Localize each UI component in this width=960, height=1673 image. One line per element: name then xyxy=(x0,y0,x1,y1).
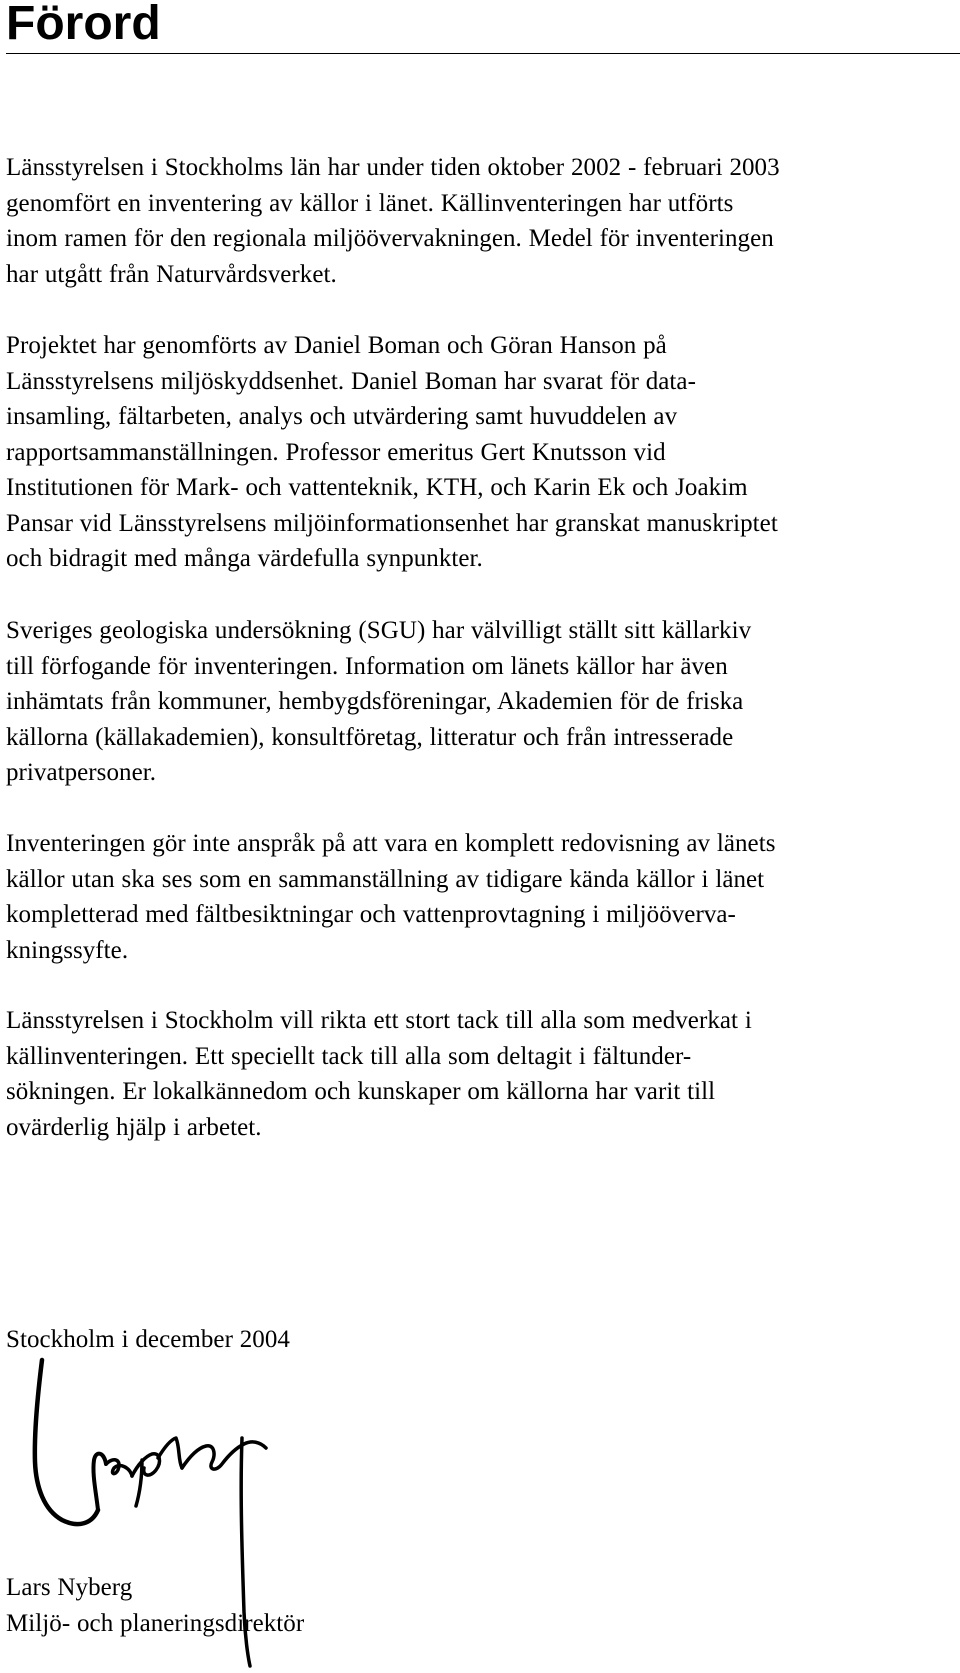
text-line: rapportsammanställningen. Professor emeritus Gert Knutsson vid xyxy=(6,438,666,466)
text-line: Institutionen för Mark- och vattenteknik, KTH, och Karin Ek och Joakim xyxy=(6,474,748,501)
text-line: insamling, fältarbeten, analys och utvärdering samt huvuddelen av xyxy=(6,403,678,430)
signature-stroke xyxy=(182,1442,266,1469)
text-line: till förfogande för inventeringen. Information om länets källor har även xyxy=(6,652,728,680)
text-line: Länsstyrelsen i Stockholms län har under tiden oktober 2002 - februari 2003 xyxy=(6,154,780,181)
text-line: källorna (källakademien), konsultföretag, litteratur och från intresserade xyxy=(6,723,734,751)
text-line: Pansar vid Länsstyrelsens miljöinformationsenhet har granskat manuskriptet xyxy=(6,509,778,537)
text-line: sökningen. Er lokalkännedom och kunskaper om källorna har varit till xyxy=(6,1078,716,1105)
paragraph-5 xyxy=(6,1003,951,1145)
place-date-line: Stockholm i december 2004 xyxy=(6,1326,290,1353)
text-line: inhämtats från kommuner, hembygdsföreningar, Akademien för de friska xyxy=(6,688,744,715)
text-line: källor utan ska ses som en sammanställning av tidigare kända källor i länet xyxy=(6,865,765,893)
text-line: Inventeringen gör inte anspråk på att vara en komplett redovisning av länets xyxy=(6,830,776,857)
text-line: Länsstyrelsens miljöskyddsenhet. Daniel Boman har svarat för data- xyxy=(6,367,696,395)
signature-stroke xyxy=(93,1454,106,1510)
signer-block xyxy=(6,1570,951,1641)
paragraph-3 xyxy=(6,613,951,791)
signature-stroke xyxy=(132,1454,159,1506)
text-line: och bidragit med många värdefulla synpunkter. xyxy=(6,545,483,572)
page-title: Förord xyxy=(6,0,161,50)
paragraph-2 xyxy=(6,328,951,577)
text-line: privatpersoner. xyxy=(6,759,157,786)
signature-stroke xyxy=(106,1460,132,1476)
text-line: Projektet har genomförts av Daniel Boman och Göran Hanson på xyxy=(6,332,667,359)
text-line: Sveriges geologiska undersökning (SGU) har välvilligt ställt sitt källarkiv xyxy=(6,617,752,644)
text-line: inom ramen för den regionala miljöövervakningen. Medel för inventeringen xyxy=(6,225,774,252)
text-line: kningssyfte. xyxy=(6,936,129,964)
signer-name: Lars Nyberg xyxy=(6,1574,133,1601)
paragraph-1 xyxy=(6,150,951,292)
title-divider xyxy=(6,53,960,54)
signature-stroke xyxy=(35,1360,98,1524)
text-line: Länsstyrelsen i Stockholm vill rikta ett stort tack till alla som medverkat i xyxy=(6,1007,752,1034)
text-line: kompletterad med fältbesiktningar och vattenprovtagning i miljööverva- xyxy=(6,901,736,928)
text-line: källinventeringen. Ett speciellt tack till alla som deltagit i fältunder- xyxy=(6,1042,692,1070)
text-line: genomfört en inventering av källor i länet. Källinventeringen har utförts xyxy=(6,189,734,217)
text-line: ovärderlig hjälp i arbetet. xyxy=(6,1113,262,1141)
paragraph-4 xyxy=(6,826,951,968)
text-line: har utgått från Naturvårdsverket. xyxy=(6,260,337,288)
signer-title: Miljö- och planeringsdirektör xyxy=(6,1609,305,1637)
